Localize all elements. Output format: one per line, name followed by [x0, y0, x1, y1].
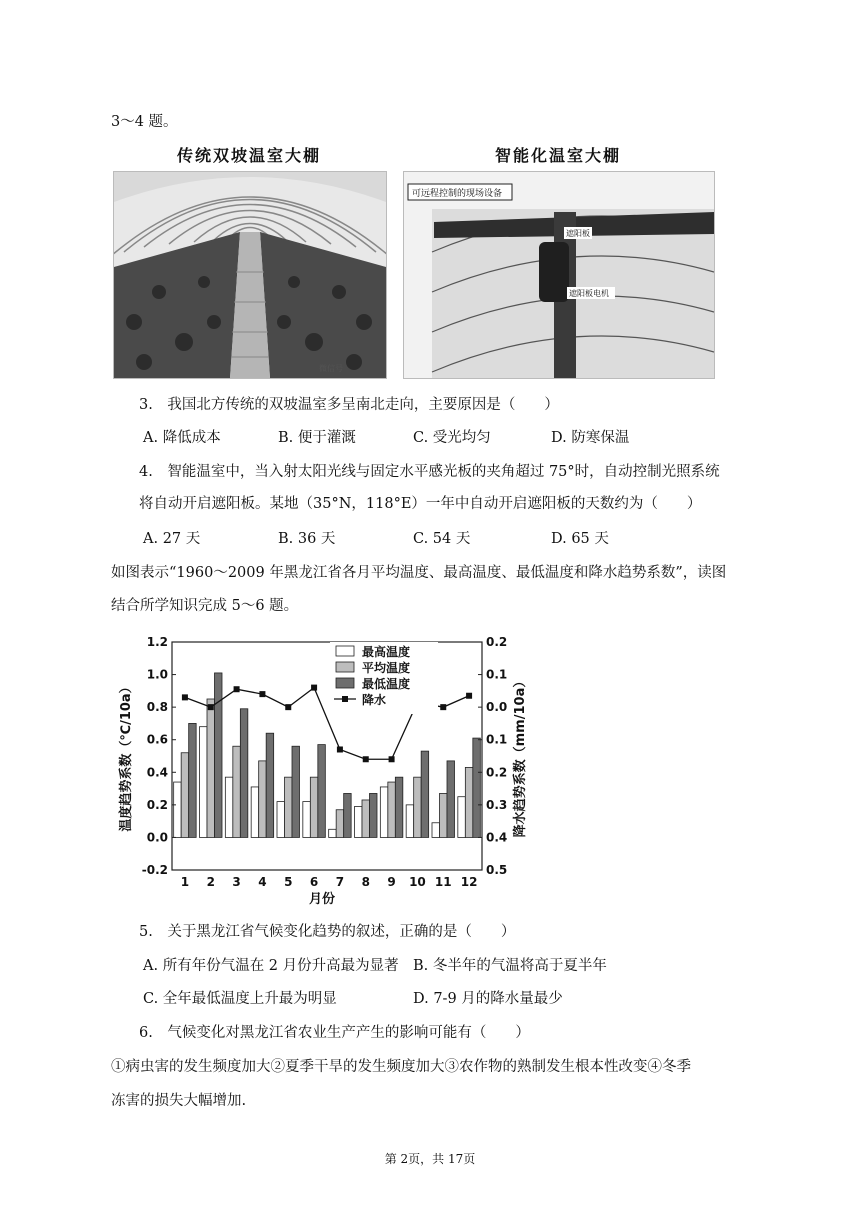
x-axis-label: 月份 [308, 892, 336, 907]
rain-point-8 [363, 756, 369, 762]
q4-option-d: D. 65 天 [551, 531, 609, 547]
x-tick-label: 9 [387, 875, 396, 889]
rain-point-9 [389, 756, 395, 762]
rain-point-3 [234, 686, 240, 692]
bar-最高温度-7 [329, 829, 337, 837]
x-tick-label: 5 [284, 875, 293, 889]
bar-平均温度-7 [336, 810, 344, 838]
bar-最高温度-11 [432, 823, 440, 838]
bar-最高温度-6 [303, 802, 311, 838]
left-tick-label: 0.6 [146, 732, 168, 747]
left-tick-label: 1.2 [146, 635, 168, 649]
shade-motor-label: 遮阳板电机 [569, 289, 609, 298]
q5-option-b: B. 冬半年的气温将高于夏半年 [413, 958, 607, 974]
traditional-greenhouse-photo [113, 171, 387, 379]
x-tick-label: 8 [361, 875, 370, 889]
right-tick-label: 0.1 [486, 732, 508, 747]
left-tick-label: 0.4 [146, 765, 168, 780]
q5-option-c: C. 全年最低温度上升最为明显 [143, 991, 337, 1007]
shade-board-label: 遮阳板 [566, 229, 590, 238]
bar-平均温度-2 [207, 699, 215, 837]
q3-option-a: A. 降低成本 [143, 430, 221, 446]
q6-choices-line1: ①病虫害的发生频度加大②夏季干旱的发生频度加大③农作物的熟制发生根本性改变④冬季 [111, 1059, 691, 1075]
left-tick-label: -0.2 [141, 863, 168, 877]
legend-label: 降水 [362, 693, 387, 707]
q5-option-a: A. 所有年份气温在 2 月份升高最为显著 [143, 958, 399, 974]
bar-最低温度-8 [370, 793, 378, 837]
bar-最高温度-9 [380, 787, 388, 837]
bar-最低温度-2 [215, 673, 223, 837]
bar-最低温度-1 [189, 723, 197, 837]
x-tick-label: 3 [232, 875, 241, 889]
smart-greenhouse-photo [403, 171, 715, 379]
bar-最低温度-6 [318, 745, 326, 838]
bar-平均温度-3 [233, 746, 241, 837]
right-tick-label: 0.5 [486, 863, 508, 877]
bar-最高温度-1 [174, 782, 182, 837]
right-photo-title: 智能化温室大棚 [494, 146, 621, 165]
chart-intro-line1: 如图表示“1960～2009 年黑龙江省各月平均温度、最高温度、最低温度和降水趋势系数”，读图 [111, 565, 727, 581]
rain-point-12 [466, 693, 472, 699]
rain-point-4 [259, 691, 265, 697]
q3-stem: 3. 我国北方传统的双坡温室多呈南北走向，主要原因是（ ） [139, 397, 559, 413]
bar-平均温度-10 [414, 777, 422, 837]
q6-choices-line2: 冻害的损失大幅增加. [111, 1093, 247, 1109]
q3-option-c: C. 受光均匀 [413, 430, 491, 446]
rain-point-6 [311, 685, 317, 691]
legend-swatch [336, 646, 354, 656]
q3-option-b: B. 便于灌溉 [278, 430, 356, 446]
bar-最低温度-11 [447, 761, 455, 838]
q4-stem-line1: 4. 智能温室中，当入射太阳光线与固定水平感光板的夹角超过 75°时，自动控制光照系统 [139, 464, 720, 480]
legend-label: 最低温度 [362, 677, 411, 691]
left-tick-label: 0.2 [146, 797, 168, 812]
legend-label: 平均温度 [362, 661, 411, 675]
legend-swatch [336, 678, 354, 688]
q5-stem: 5. 关于黑龙江省气候变化趋势的叙述，正确的是（ ） [139, 924, 516, 940]
q3-option-d: D. 防寒保温 [551, 430, 630, 446]
right-tick-label: 0.2 [486, 635, 508, 649]
q4-option-a: A. 27 天 [143, 531, 201, 547]
legend-label: 最高温度 [362, 645, 411, 659]
bar-平均温度-12 [465, 767, 473, 837]
left-tick-label: 0.8 [146, 700, 168, 715]
rain-point-5 [285, 704, 291, 710]
bar-最低温度-9 [395, 777, 403, 837]
bar-平均温度-9 [388, 782, 396, 837]
photo-watermark: 微信号 [319, 364, 343, 373]
bar-平均温度-11 [440, 793, 448, 837]
x-tick-label: 11 [434, 875, 452, 889]
rain-point-11 [440, 704, 446, 710]
bar-最高温度-2 [200, 727, 208, 838]
x-tick-label: 6 [309, 875, 319, 889]
q6-stem: 6. 气候变化对黑龙江省农业生产产生的影响可能有（ ） [139, 1025, 530, 1041]
x-tick-label: 10 [409, 875, 426, 889]
rain-point-7 [337, 746, 343, 752]
intro-tail: 3～4 题。 [111, 114, 178, 130]
page-footer: 第 2页，共 17页 [384, 1152, 476, 1166]
bar-最低温度-10 [421, 751, 429, 837]
bar-平均温度-6 [310, 777, 318, 837]
bar-平均温度-1 [181, 753, 189, 838]
bar-最低温度-4 [266, 733, 274, 837]
x-tick-label: 2 [206, 875, 215, 889]
left-tick-label: 1.0 [146, 667, 168, 682]
x-tick-label: 7 [335, 875, 345, 889]
x-tick-label: 4 [258, 875, 267, 889]
bar-最高温度-12 [458, 797, 466, 838]
bar-最高温度-8 [355, 806, 363, 837]
chart-intro-line2: 结合所学知识完成 5～6 题。 [111, 598, 299, 614]
q4-stem-line2: 将自动开启遮阳板。某地（35°N，118°E）一年中自动开启遮阳板的天数约为（ ） [139, 496, 702, 512]
x-tick-label: 1 [180, 875, 190, 889]
bar-最高温度-4 [251, 787, 259, 837]
bar-平均温度-4 [259, 761, 267, 838]
chart-legend [330, 642, 438, 714]
remote-device-caption: 可远程控制的现场设备 [412, 189, 503, 199]
bar-平均温度-8 [362, 800, 370, 837]
bar-最低温度-7 [344, 793, 352, 837]
legend-swatch [336, 662, 354, 672]
bar-最低温度-3 [240, 709, 248, 838]
y-axis-right-label: 降水趋势系数（mm/10a） [513, 674, 528, 838]
q5-option-d: D. 7-9 月的降水量最少 [413, 991, 563, 1007]
y-axis-left-label: 温度趋势系数（℃/10a） [119, 680, 134, 832]
left-photo-title: 传统双坡温室大棚 [176, 146, 321, 165]
rain-point-2 [208, 704, 214, 710]
bar-最高温度-10 [406, 805, 414, 838]
bar-平均温度-5 [285, 777, 293, 837]
legend-marker [342, 696, 348, 702]
right-tick-label: 0.2 [486, 765, 508, 780]
right-tick-label: 0.1 [486, 667, 508, 682]
bar-最高温度-5 [277, 802, 285, 838]
left-tick-label: 0.0 [146, 830, 168, 845]
bar-最高温度-3 [225, 777, 233, 837]
q4-option-b: B. 36 天 [278, 531, 336, 547]
rain-point-1 [182, 694, 188, 700]
bar-最低温度-5 [292, 746, 300, 837]
x-tick-label: 12 [460, 875, 478, 889]
right-tick-label: 0.4 [486, 830, 508, 845]
climate-trend-chart [110, 630, 530, 910]
right-tick-label: 0.0 [486, 700, 508, 715]
bar-最低温度-12 [473, 738, 481, 837]
q4-option-c: C. 54 天 [413, 531, 471, 547]
right-tick-label: 0.3 [486, 797, 508, 812]
